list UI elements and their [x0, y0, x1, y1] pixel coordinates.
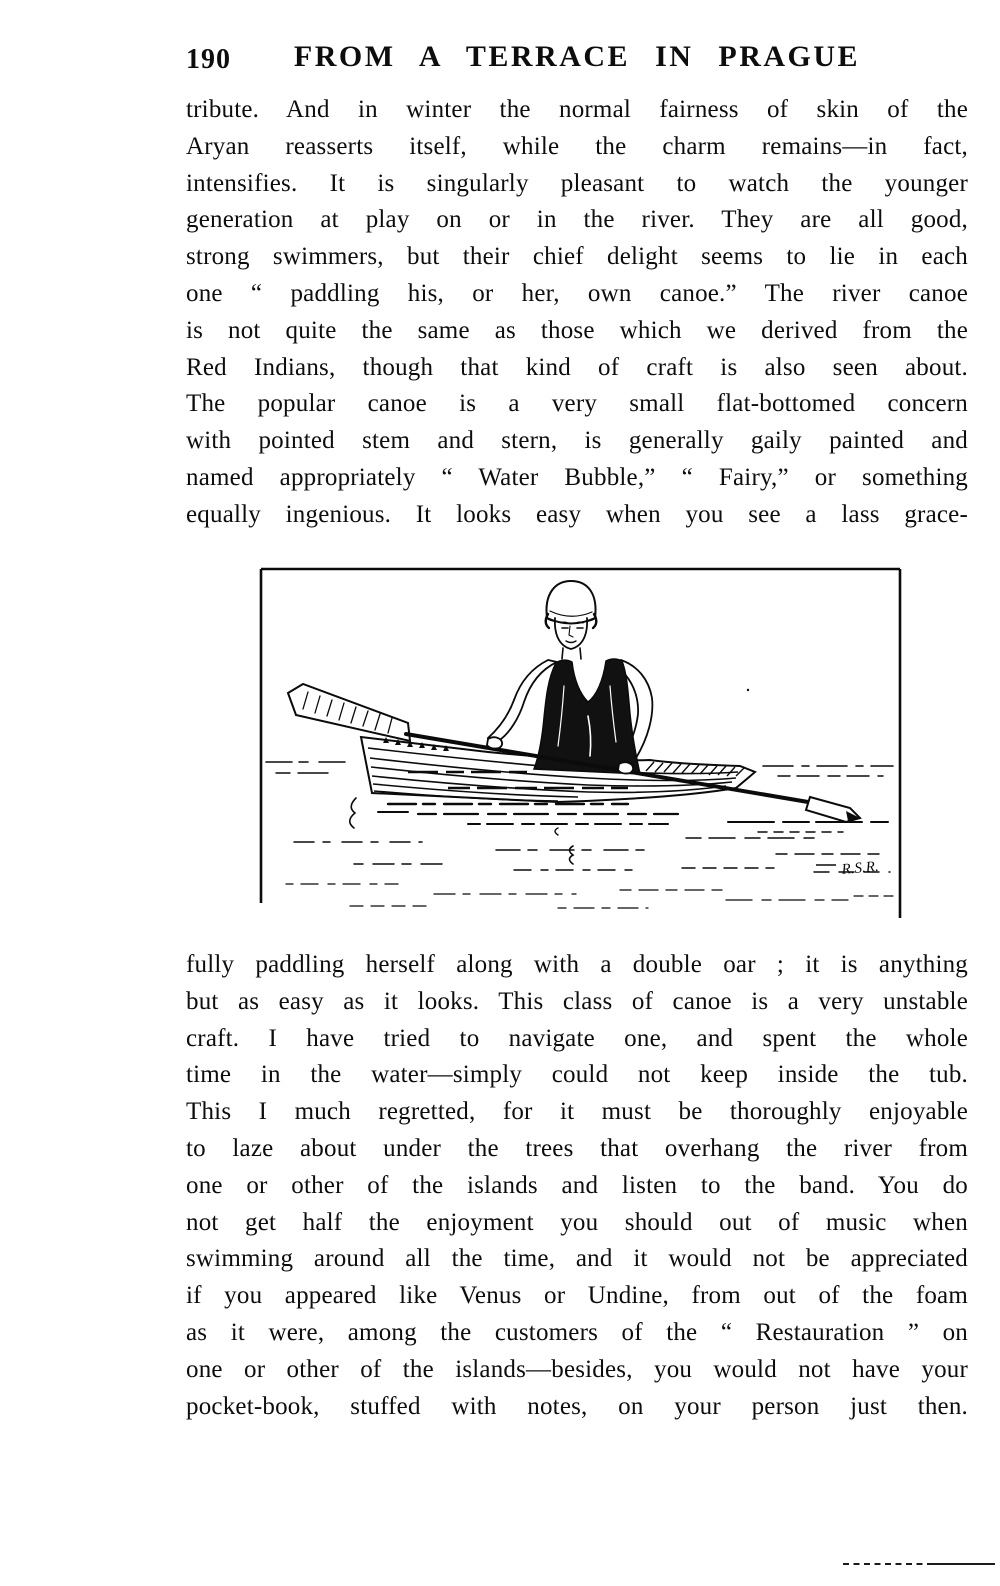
- text-line: swimming around all the time, and it would not be appreciated: [186, 1245, 968, 1273]
- text-line: tribute. And in winter the normal fairness of skin of the: [186, 96, 968, 123]
- text-line: strong swimmers, but their chief delight seems to lie in each: [186, 243, 968, 271]
- signature-text: R.S.R.: [840, 858, 880, 878]
- paddler-figure: [488, 581, 652, 774]
- artist-signature: [816, 859, 879, 878]
- text-line: if you appeared like Venus or Undine, from out of the foam: [186, 1282, 968, 1310]
- running-title: FROM A TERRACE IN PRAGUE: [293, 40, 861, 73]
- text-line: Red Indians, though that kind of craft is also seen about.: [186, 353, 968, 381]
- text-line: with pointed stem and stern, is generally gaily painted and: [186, 427, 968, 455]
- scan-artifact-solid-segment: [933, 1563, 995, 1565]
- text-line: as it were, among the customers of the “ Restauration ” on: [186, 1318, 968, 1346]
- text-line: fully paddling herself along with a double oar ; it is anything: [186, 951, 968, 978]
- scan-artifact-dashed-segment: [843, 1563, 933, 1565]
- text-line: pocket-book, stuffed with notes, on your person just then.: [186, 1392, 968, 1420]
- paragraph-1: [186, 92, 968, 534]
- canoe-illustration-svg: [258, 566, 903, 920]
- text-line: intensifies. It is singularly pleasant to watch the younger: [186, 169, 968, 197]
- text-line: to laze about under the trees that overhang the river from: [186, 1134, 968, 1162]
- text-line: Aryan reasserts itself, while the charm remains—in fact,: [186, 132, 968, 160]
- text-line: but as easy as it looks. This class of canoe is a very unstable: [186, 987, 968, 1015]
- paragraph-2: [186, 947, 968, 1425]
- text-line: is not quite the same as those which we derived from the: [186, 316, 968, 344]
- text-line: time in the water—simply could not keep inside the tub.: [186, 1061, 968, 1089]
- text-line: not get half the enjoyment you should out of music when: [186, 1208, 968, 1236]
- text-line: named appropriately “ Water Bubble,” “ Fairy,” or something: [186, 463, 968, 491]
- scan-artifact-dashes: [843, 1563, 995, 1567]
- text-line: one or other of the islands and listen to the band. You do: [186, 1171, 968, 1199]
- text-line: one “ paddling his, or her, own canoe.” The river canoe: [186, 279, 968, 307]
- text-line: This I much regretted, for it must be thoroughly enjoyable: [186, 1098, 968, 1126]
- page-number: 190: [186, 44, 231, 75]
- text-line: craft. I have tried to navigate one, and spent the whole: [186, 1024, 968, 1052]
- text-line: generation at play on or in the river. They are all good,: [186, 206, 968, 234]
- text-line: equally ingenious. It looks easy when you see a lass grace-: [186, 500, 968, 528]
- text-line: The popular canoe is a very small flat-bottomed concern: [186, 390, 968, 418]
- canoe-illustration: [258, 566, 903, 920]
- page-header: [186, 40, 968, 80]
- text-line: one or other of the islands—besides, you would not have your: [186, 1355, 968, 1383]
